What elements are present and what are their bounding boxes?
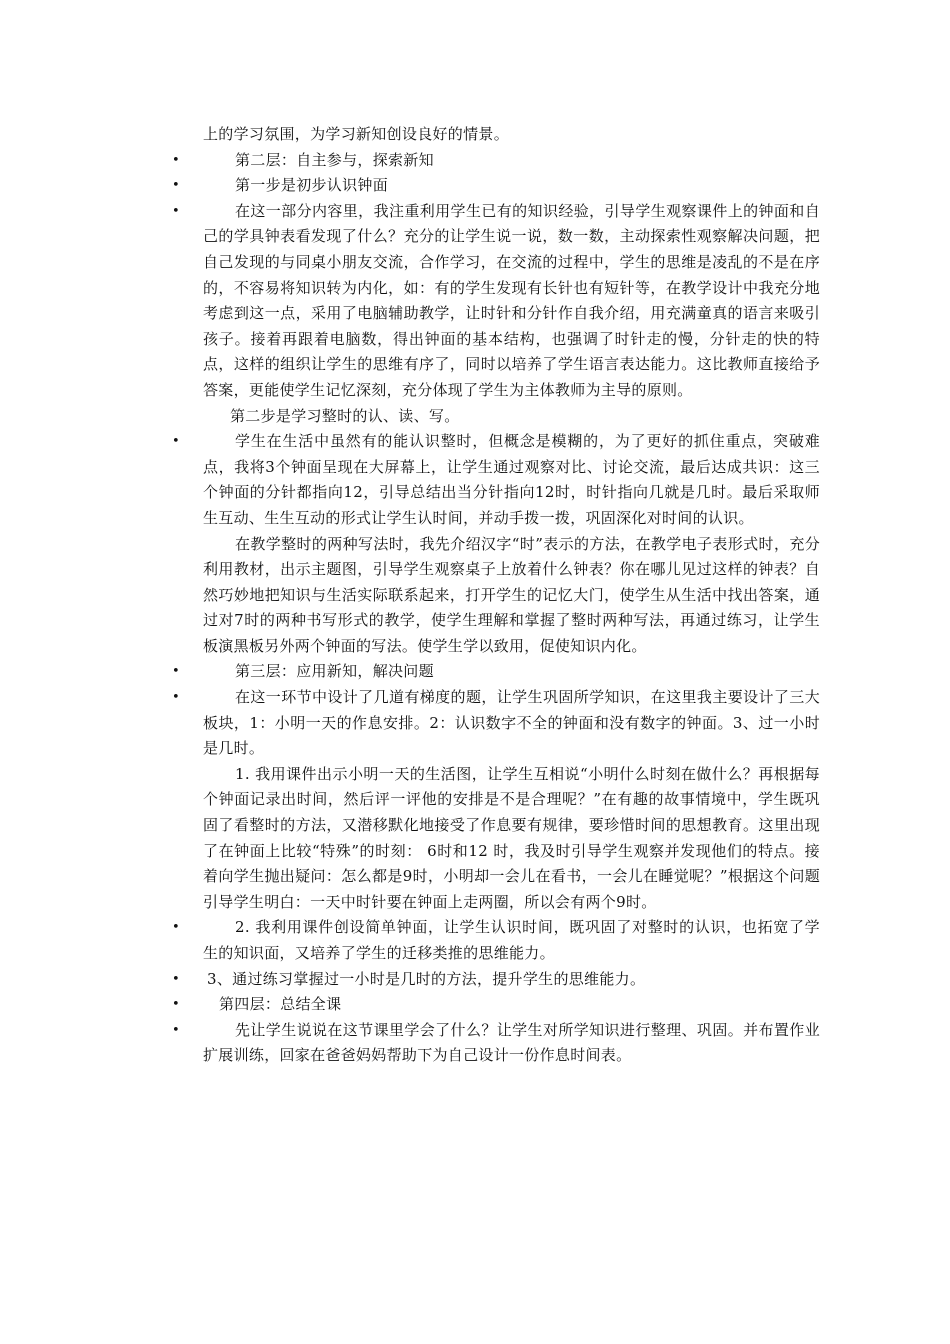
bullet-paragraph — [0, 1018, 950, 1069]
bullet-icon: • — [172, 434, 180, 450]
paragraph — [0, 404, 950, 430]
bullet-paragraph — [0, 199, 950, 404]
paragraph-text: 学生在生活中虽然有的能认识整时，但概念是模糊的，为了更好的抓住重点，突破难点，我将3个钟面呈现在大屏幕上，让学生通过观察对比、讨论交流，最后达成共识：这三个钟面的分针都指向12，引导总结出当分针指向12时，时针指向几就是几时。最后采取师生互动、生生互动的形式让学生认时间，并动手拨一拨，巩固深化对时间的认识。 — [203, 432, 820, 527]
step-heading: 第二步是学习整时的认、读、写。 — [230, 406, 460, 425]
bullet-icon: • — [172, 997, 180, 1013]
bullet-paragraph — [0, 992, 950, 1018]
paragraph-text: 在教学整时的两种写法时，我先介绍汉字“时”表示的方法，在教学电子表形式时，充分利用教材，出示主题图，引导学生观察桌子上放着什么钟表？你在哪儿见过这样的钟表？自然巧妙地把知识与生活实际联系起来，打开学生的记忆大门，使学生从生活中找出答案，通过对7时的两种书写形式的教学，使学生理解和掌握了整时两种写法，再通过练习，让学生板演黑板另外两个钟面的写法。使学生学以致用，促使知识内化。 — [203, 534, 820, 655]
paragraph-text: 2. 我利用课件创设简单钟面，让学生认识时间，既巩固了对整时的认识，也拓宽了学生的知识面，又培养了学生的迁移类推的思维能力。 — [203, 918, 820, 962]
bullet-paragraph — [0, 915, 950, 966]
step-heading: 第一步是初步认识钟面 — [235, 176, 389, 195]
paragraph-text: 上的学习氛围，为学习新知创设良好的情景。 — [203, 125, 510, 143]
paragraph — [0, 762, 950, 916]
paragraph-text: 1. 我用课件出示小明一天的生活图，让学生互相说“小明什么时刻在做什么？再根据每个钟面记录出时间，然后评一评他的安排是不是合理呢？”在有趣的故事情境中，学生既巩固了看整时的方法，又潜移默化地接受了作息要有规律，要珍惜时间的思想教育。这里出现了在钟面上比较“特殊”的时刻： 6时和12 时，我及时引导学生观察并发现他们的特点。接着向学生抛出疑问：怎么都是9时，小明却一会儿在看书，一会儿在睡觉呢？”根据这个问题引导学生明白：一天中时针要在钟面上走两圈，所以会有两个9时。 — [203, 764, 820, 911]
bullet-icon: • — [172, 920, 180, 936]
section-heading: 第三层：应用新知，解决问题 — [235, 662, 434, 681]
paragraph-text: 在这一部分内容里，我注重利用学生已有的知识经验，引导学生观察课件上的钟面和自己的学具钟表看发现了什么？充分的让学生说一说，数一数，主动探索性观察解决问题，把自己发现的与同桌小朋友交流，合作学习，在交流的过程中，学生的思维是凌乱的不是在序的，不容易将知识转为内化，如：有的学生发现有长针也有短针等，在教学设计中我充分地考虑到这一点，采用了电脑辅助教学，让时针和分针作自我介绍，用充满童真的语言来吸引孩子。接着再跟着电脑数，得出钟面的基本结构，也强调了时针走的慢，分针走的快的特点，这样的组织让学生的思维有序了，同时以培养了学生语言表达能力。这比教师直接给予答案，更能使学生记忆深刻，充分体现了学生为主体教师为主导的原则。 — [203, 201, 820, 399]
bullet-icon: • — [172, 152, 180, 168]
bullet-icon: • — [172, 1022, 180, 1038]
section-heading: 第二层：自主参与，探索新知 — [235, 150, 434, 169]
bullet-paragraph — [0, 429, 950, 531]
bullet-icon: • — [172, 971, 180, 987]
paragraph — [0, 532, 950, 660]
paragraph-text: 3、通过练习掌握过一小时是几时的方法，提升学生的思维能力。 — [207, 969, 646, 988]
paragraph-text: 先让学生说说在这节课里学会了什么？让学生对所学知识进行整理、巩固。并布置作业扩展训练，回家在爸爸妈妈帮助下为自己设计一份作息时间表。 — [203, 1020, 820, 1065]
bullet-paragraph — [0, 148, 950, 174]
bullet-icon: • — [172, 690, 180, 706]
document-body — [0, 122, 950, 1069]
paragraph-text: 在这一环节中设计了几道有梯度的题，让学生巩固所学知识，在这里我主要设计了三大板块，1：小明一天的作息安排。2：认识数字不全的钟面和没有数字的钟面。3、过一小时是几时。 — [203, 688, 820, 758]
bullet-icon: • — [172, 664, 180, 680]
bullet-icon: • — [172, 203, 180, 219]
section-heading: 第四层：总结全课 — [219, 995, 342, 1014]
bullet-paragraph — [0, 685, 950, 762]
bullet-paragraph — [0, 173, 950, 199]
bullet-icon: • — [172, 178, 180, 194]
bullet-paragraph — [0, 967, 950, 993]
bullet-paragraph — [0, 659, 950, 685]
paragraph — [0, 122, 950, 148]
